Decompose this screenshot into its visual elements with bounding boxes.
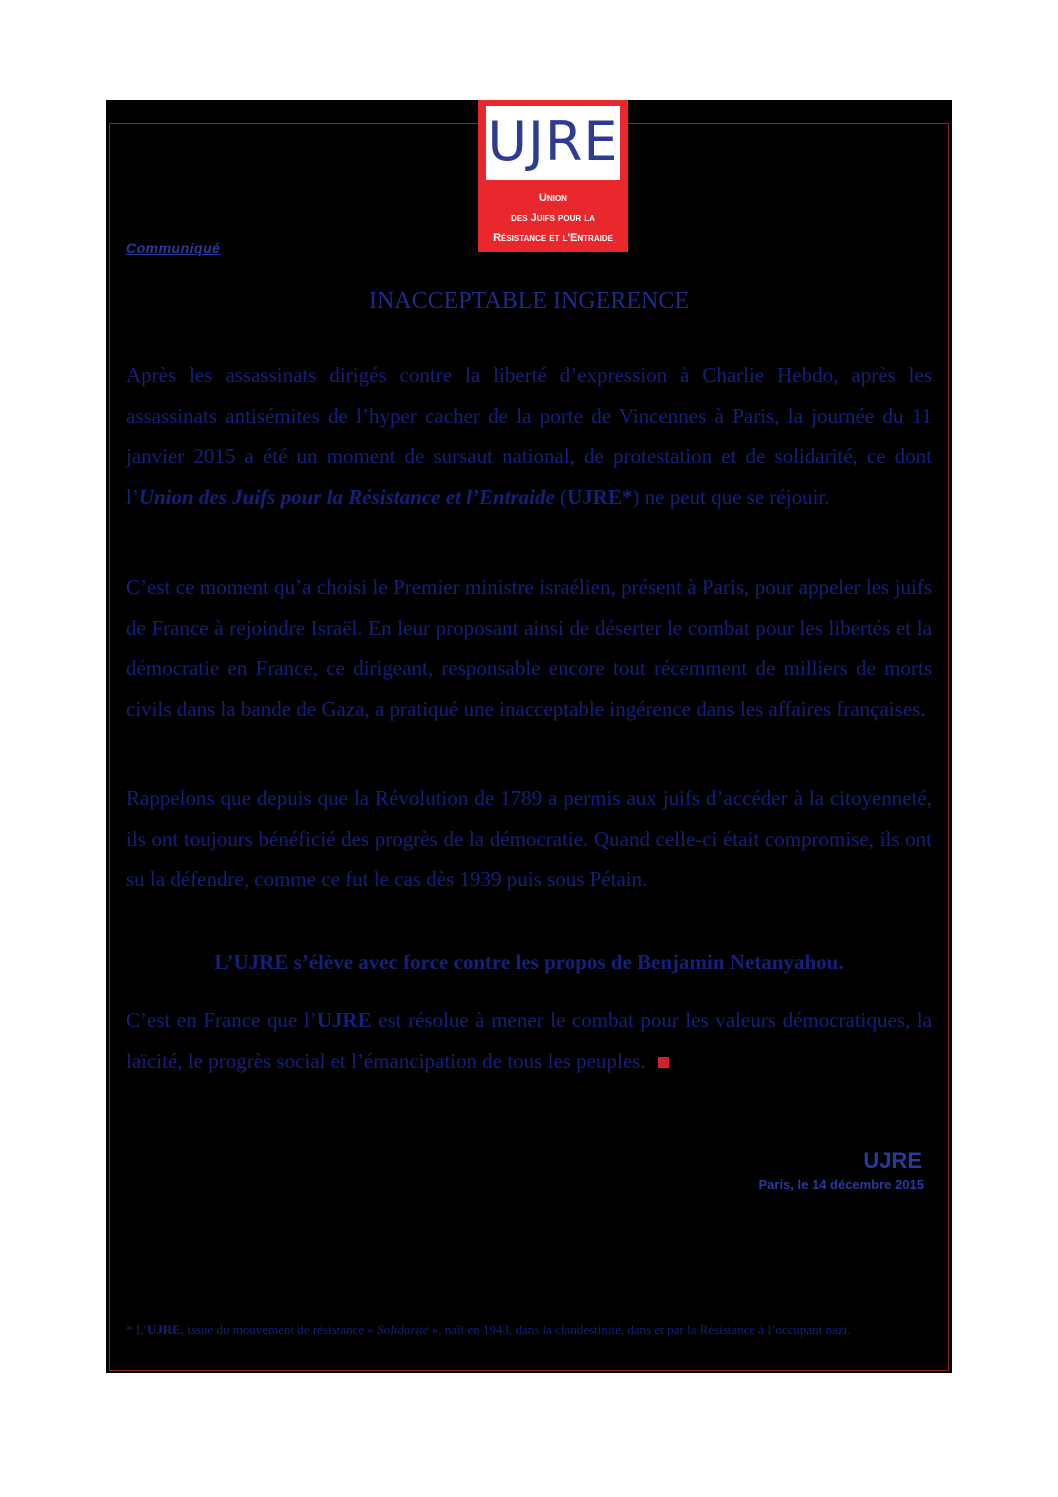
document-title: INACCEPTABLE INGERENCE xyxy=(368,288,690,314)
logo-mark: UJRE xyxy=(487,110,619,173)
emphasis-statement: L’UJRE s’élève avec force contre les propos de Benjamin Netanyahou. xyxy=(214,950,844,974)
paragraph-3: Rappelons que depuis que la Révolution de 1789 a permis aux juifs d’accéder à la citoyenneté, ils ont toujours bénéficié des progrès de la démocratie. Quand celle-ci était compromise, ils ont su la défendre, comme ce fut le cas dès 1939 puis sous Pétain. xyxy=(126,786,932,891)
paragraph-1-text: Après les assassinats dirigés contre la liberté d’expression à Charlie Hebdo, après les assassinats antisémites de l’hyper cacher de la porte de Vincennes à Paris, la journée du 11 janvier 2015 a été un moment de sursaut national, de protestation et de solidarité, ce dont l’ xyxy=(126,363,932,509)
paragraph-1 xyxy=(126,355,932,517)
logo-line-1: Union xyxy=(539,192,567,204)
footnote-solidarite: Solidarité xyxy=(377,1322,429,1337)
logo-subtitle xyxy=(478,188,628,248)
paragraph-5-end: est résolue à mener le combat pour les valeurs démocratiques, la laïcité, le progrès social et l’émancipation de tous les peuples. xyxy=(126,1008,932,1073)
end-square-icon xyxy=(658,1057,669,1068)
logo-line-2: des Juifs pour la xyxy=(511,212,595,224)
org-name: Union des Juifs pour la Résistance et l’Entraide xyxy=(138,484,555,509)
footnote-mid: , issue du mouvement de résistance « xyxy=(180,1322,378,1337)
logo-line-3: Résistance et l'Entraide xyxy=(493,232,613,244)
paragraph-5-start: C’est en France que l’ xyxy=(126,1008,317,1032)
footnote-ujre: UJRE xyxy=(146,1322,181,1337)
ujre-ref: UJRE* xyxy=(567,484,633,509)
signature: UJRE xyxy=(863,1148,922,1173)
logo-white-box xyxy=(486,106,620,180)
footnote-start: * L’ xyxy=(126,1322,147,1337)
paragraph-2: C’est ce moment qu’a choisi le Premier ministre israélien, présent à Paris, pour appeler les juifs de France à rejoindre Israël. En leur proposant ainsi de déserter le combat pour les libertés et la démocratie en France, ce dirigeant, responsable encore tout récemment de milliers de morts civils dans la bande de Gaza, a pratiqué une inacceptable ingérence dans les affaires françaises. xyxy=(126,575,932,721)
paragraph-1-end: ) ne peut que se réjouir. xyxy=(632,484,830,509)
paragraph-5 xyxy=(126,1000,932,1081)
footnote xyxy=(126,1318,932,1342)
paren-open: ( xyxy=(554,484,568,509)
communique-label: Communiqué xyxy=(126,240,221,256)
signature-date: Paris, le 14 décembre 2015 xyxy=(758,1177,924,1192)
footnote-end: », naît en 1943, dans la clandestinité, dans et par la Résistance à l’occupant nazi. xyxy=(428,1322,851,1337)
ujre-ref-2: UJRE xyxy=(316,1008,372,1032)
ujre-logo xyxy=(478,100,628,252)
